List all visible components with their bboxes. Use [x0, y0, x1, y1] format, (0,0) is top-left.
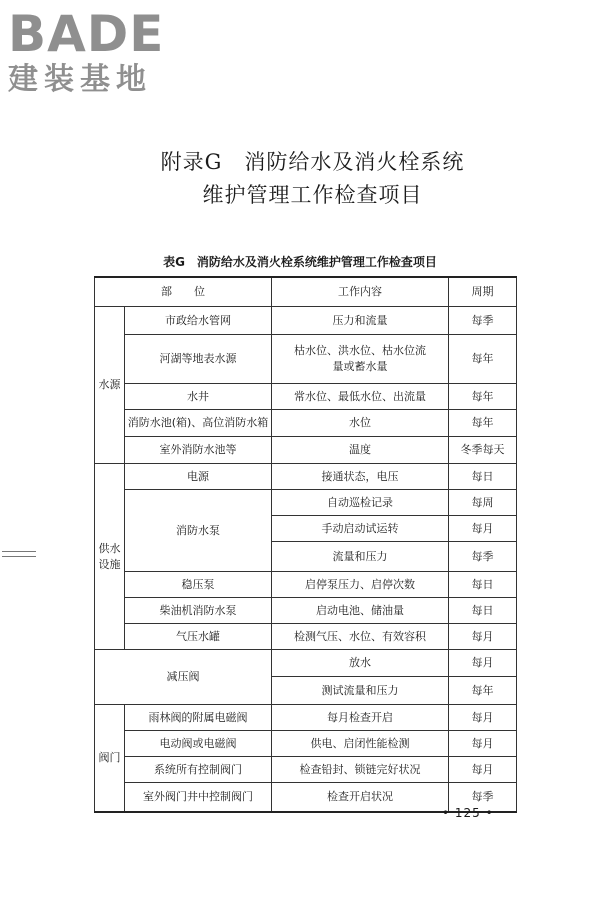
group-valves: 阀门 [95, 705, 125, 813]
row-item: 电动阀或电磁阀 [125, 731, 272, 757]
row-content: 枯水位、洪水位、枯水位流量或蓄水量 [272, 335, 449, 384]
table-row [95, 572, 517, 598]
table-row [95, 410, 517, 437]
table-row [95, 384, 517, 410]
table-header-row [95, 277, 517, 307]
inspection-table [94, 276, 517, 813]
header-content: 工作内容 [272, 277, 449, 307]
appendix-title-line1: 附录G 消防给水及消火栓系统 [160, 150, 465, 174]
table-row [95, 624, 517, 650]
row-content: 放水 [272, 650, 449, 677]
row-content: 测试流量和压力 [272, 677, 449, 705]
row-content: 供电、启闭性能检测 [272, 731, 449, 757]
row-period: 每日 [449, 598, 517, 624]
row-content: 检查铅封、锁链完好状况 [272, 757, 449, 783]
table-caption: 表G 消防给水及消火栓系统维护管理工作检查项目 [163, 255, 437, 269]
row-item: 气压水罐 [125, 624, 272, 650]
table-row [95, 464, 517, 490]
row-item: 系统所有控制阀门 [125, 757, 272, 783]
header-part: 部 位 [95, 277, 272, 307]
row-content: 检测气压、水位、有效容积 [272, 624, 449, 650]
row-content: 常水位、最低水位、出流量 [272, 384, 449, 410]
row-period: 每日 [449, 572, 517, 598]
table-row [95, 598, 517, 624]
logo-wordmark: BADE [8, 5, 165, 63]
row-period: 每日 [449, 464, 517, 490]
group-water-source: 水源 [95, 307, 125, 464]
header-period: 周期 [449, 277, 517, 307]
row-period: 每年 [449, 410, 517, 437]
row-item: 电源 [125, 464, 272, 490]
row-period: 每季 [449, 783, 517, 813]
table-row [95, 490, 517, 516]
table-row [95, 307, 517, 335]
row-content: 接通状态，电压 [272, 464, 449, 490]
row-content: 启动电池、储油量 [272, 598, 449, 624]
row-item: 雨林阀的附属电磁阀 [125, 705, 272, 731]
row-period: 每年 [449, 677, 517, 705]
row-period: 每季 [449, 542, 517, 572]
table-row [95, 705, 517, 731]
row-item: 河湖等地表水源 [125, 335, 272, 384]
row-item: 室外消防水池等 [125, 437, 272, 464]
row-period: 每月 [449, 731, 517, 757]
table-row [95, 731, 517, 757]
margin-mark [2, 551, 36, 557]
row-item: 水井 [125, 384, 272, 410]
logo-subtitle: 建装基地 [8, 62, 152, 97]
table-row [95, 437, 517, 464]
logo [8, 4, 183, 99]
row-period: 每月 [449, 757, 517, 783]
row-content: 检查开启状况 [272, 783, 449, 813]
row-period: 每月 [449, 624, 517, 650]
row-period: 每季 [449, 307, 517, 335]
row-item: 消防水池(箱)、高位消防水箱 [125, 410, 272, 437]
row-content: 温度 [272, 437, 449, 464]
row-content: 手动启动试运转 [272, 516, 449, 542]
table-row [95, 757, 517, 783]
table-row [95, 335, 517, 384]
row-period: 每周 [449, 490, 517, 516]
row-content: 每月检查开启 [272, 705, 449, 731]
row-content: 水位 [272, 410, 449, 437]
row-item: 稳压泵 [125, 572, 272, 598]
appendix-title-line2: 维护管理工作检查项目 [202, 183, 423, 207]
row-period: 每年 [449, 335, 517, 384]
row-item: 室外阀门井中控制阀门 [125, 783, 272, 813]
row-content: 流量和压力 [272, 542, 449, 572]
table-row [95, 650, 517, 677]
group-water-supply: 供水设施 [95, 464, 125, 650]
row-period: 每月 [449, 516, 517, 542]
row-period: 冬季每天 [449, 437, 517, 464]
row-item: 市政给水管网 [125, 307, 272, 335]
row-content: 压力和流量 [272, 307, 449, 335]
row-content: 自动巡检记录 [272, 490, 449, 516]
row-period: 每月 [449, 705, 517, 731]
row-item: 消防水泵 [125, 490, 272, 572]
row-period: 每月 [449, 650, 517, 677]
row-item-pressure-reducing-valve: 减压阀 [95, 650, 272, 705]
row-item: 柴油机消防水泵 [125, 598, 272, 624]
page-number: • 125 • [442, 806, 494, 820]
row-period: 每年 [449, 384, 517, 410]
row-content: 启停泵压力、启停次数 [272, 572, 449, 598]
